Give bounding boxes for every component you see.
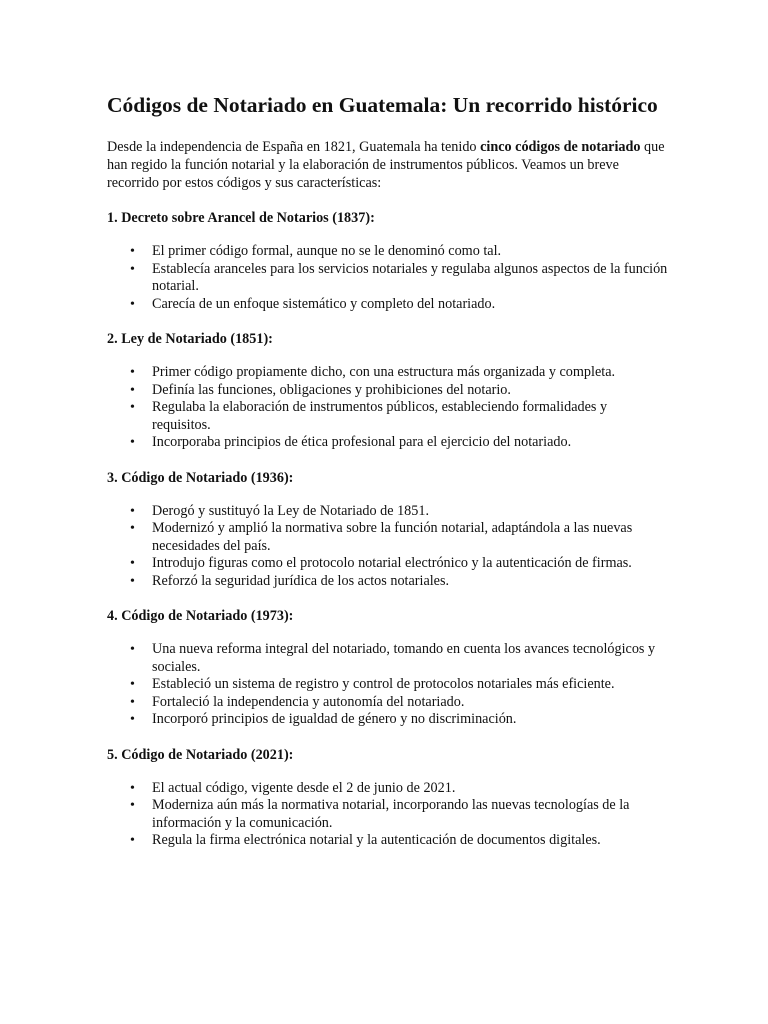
list-item: • Incorporaba principios de ética profesional para el ejercicio del notariado. [152,434,668,452]
list-item: • Moderniza aún más la normativa notarial, incorporando las nuevas tecnologías de la información y la comunicación. [152,797,668,832]
list-item: • Incorporó principios de igualdad de género y no discriminación. [152,711,668,729]
list-item: • Establecía aranceles para los servicios notariales y regulaba algunos aspectos de la función notarial. [152,261,668,296]
section-4 [107,607,668,729]
list-item: • El actual código, vigente desde el 2 de junio de 2021. [152,780,668,798]
section-title: 1. Decreto sobre Arancel de Notarios (1837): [107,210,375,226]
section-bullet-list [107,780,668,850]
section-1 [107,209,668,313]
list-item: • El primer código formal, aunque no se le denominó como tal. [152,243,668,261]
section-title: 5. Código de Notariado (2021): [107,746,294,763]
list-item: • Introdujo figuras como el protocolo notarial electrónico y la autenticación de firmas. [152,555,668,573]
intro-paragraph [107,138,668,192]
section-5 [107,746,668,850]
section-2 [107,330,668,452]
list-item: • Una nueva reforma integral del notariado, tomando en cuenta los avances tecnológicos y sociales. [152,641,668,676]
section-title: 4. Código de Notariado (1973): [107,608,294,624]
list-item: • Fortaleció la independencia y autonomía del notariado. [152,694,668,712]
list-item: • Reforzó la seguridad jurídica de los actos notariales. [152,573,668,591]
section-bullet-list [107,364,668,452]
list-item: • Primer código propiamente dicho, con una estructura más organizada y completa. [152,364,668,382]
intro-text-start: Desde la independencia de España en 1821, Guatemala ha tenido [107,139,481,155]
list-item: • Derogó y sustituyó la Ley de Notariado de 1851. [152,503,668,521]
document-title: Códigos de Notariado en Guatemala: Un recorrido histórico [107,93,658,117]
section-bullet-list [107,243,668,313]
list-item: • Definía las funciones, obligaciones y prohibiciones del notario. [152,382,668,400]
list-item: • Carecía de un enfoque sistemático y completo del notariado. [152,296,668,314]
list-item: • Estableció un sistema de registro y control de protocolos notariales más eficiente. [152,676,668,694]
section-title: 2. Ley de Notariado (1851): [107,331,273,347]
section-bullet-list [107,503,668,591]
list-item: • Regula la firma electrónica notarial y la autenticación de documentos digitales. [152,832,668,850]
intro-text-end: que han regido la función notarial y la elaboración de instrumentos públicos. Veamos un breve recorrido por estos códigos y sus características: [107,139,665,191]
section-3 [107,469,668,591]
section-bullet-list [107,641,668,729]
intro-bold-text: cinco códigos de notariado [480,139,641,155]
section-title: 3. Código de Notariado (1936): [107,469,294,486]
list-item: • Modernizó y amplió la normativa sobre la función notarial, adaptándola a las nuevas necesidades del país. [152,520,668,555]
list-item: • Regulaba la elaboración de instrumentos públicos, estableciendo formalidades y requisitos. [152,399,668,434]
